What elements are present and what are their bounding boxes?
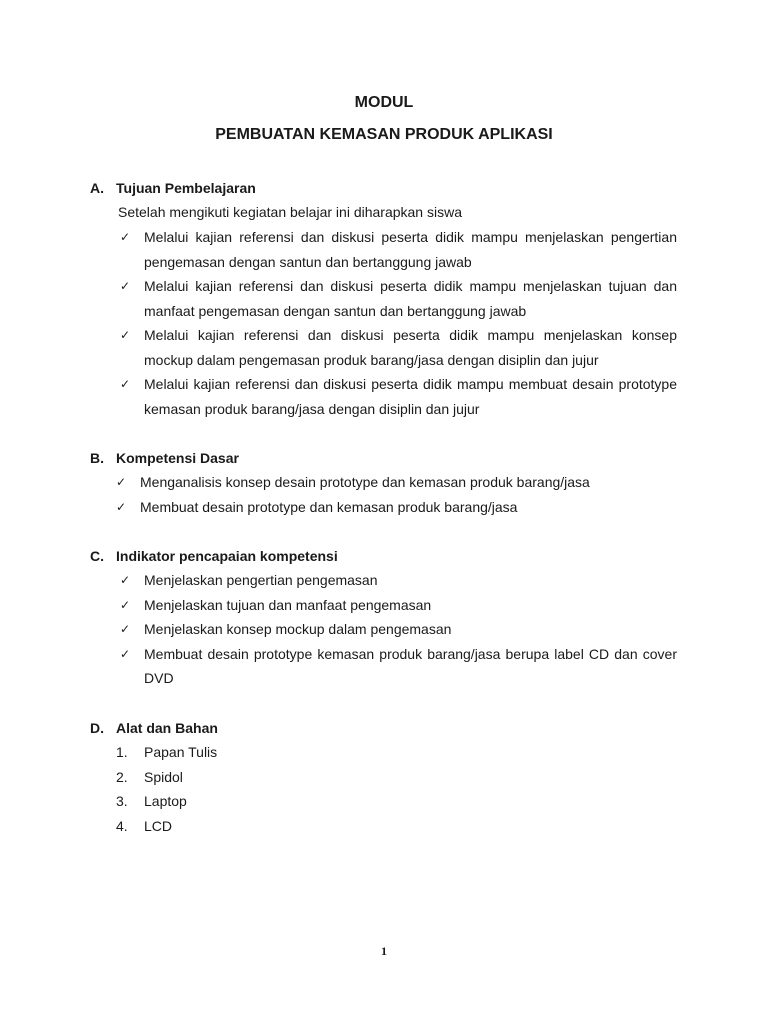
section-c-list xyxy=(120,568,677,691)
check-mark-icon: ✓ xyxy=(120,622,131,636)
list-item: ✓ Melalui kajian referensi dan diskusi peserta didik mampu menjelaskan tujuan dan manfaat pengemasan dengan santun dan bertanggung jawab xyxy=(144,274,677,323)
check-mark-icon: ✓ xyxy=(116,475,127,489)
list-item: 4. LCD xyxy=(144,814,217,839)
list-item: ✓ Menjelaskan tujuan dan manfaat pengemasan xyxy=(144,593,677,618)
section-c-letter: C. xyxy=(90,548,104,564)
section-a-heading xyxy=(90,180,256,196)
check-mark-icon: ✓ xyxy=(120,646,131,661)
list-item: 2. Spidol xyxy=(144,765,217,790)
list-item: ✓ Melalui kajian referensi dan diskusi peserta didik mampu membuat desain prototype kemasan produk barang/jasa dengan disiplin dan jujur xyxy=(144,372,677,421)
list-number: 1. xyxy=(116,744,128,760)
section-d-letter: D. xyxy=(90,720,104,736)
section-c-heading xyxy=(90,548,338,564)
check-mark-icon: ✓ xyxy=(120,328,131,342)
list-item: ✓ Melalui kajian referensi dan diskusi peserta didik mampu menjelaskan pengertian pengemasan dengan santun dan bertanggung jawab xyxy=(144,225,677,274)
section-a-intro: Setelah mengikuti kegiatan belajar ini diharapkan siswa xyxy=(118,204,462,220)
list-number: 2. xyxy=(116,768,128,785)
list-item: ✓ Melalui kajian referensi dan diskusi peserta didik mampu menjelaskan konsep mockup dalam pengemasan produk barang/jasa dengan disiplin dan jujur xyxy=(144,323,677,372)
document-subtitle: PEMBUATAN KEMASAN PRODUK APLIKASI xyxy=(215,126,553,143)
list-item: ✓ Menjelaskan konsep mockup dalam pengemasan xyxy=(144,617,677,642)
document-title: MODUL xyxy=(354,94,414,111)
check-mark-icon: ✓ xyxy=(120,279,131,293)
list-item: ✓ Menjelaskan pengertian pengemasan xyxy=(144,568,677,593)
section-a-title: Tujuan Pembelajaran xyxy=(116,180,256,196)
section-b-heading xyxy=(90,450,239,466)
list-item: 1. Papan Tulis xyxy=(144,740,217,765)
page-number: 1 xyxy=(381,944,387,958)
check-mark-icon: ✓ xyxy=(120,377,131,391)
list-item: ✓ Menganalisis konsep desain prototype dan kemasan produk barang/jasa xyxy=(140,470,680,495)
section-d-heading xyxy=(90,720,218,736)
list-item: ✓ Membuat desain prototype dan kemasan produk barang/jasa xyxy=(140,495,680,520)
section-b-title: Kompetensi Dasar xyxy=(116,450,239,466)
section-a-letter: A. xyxy=(90,180,104,196)
check-mark-icon: ✓ xyxy=(116,499,127,514)
check-mark-icon: ✓ xyxy=(120,573,131,587)
list-number: 4. xyxy=(116,817,128,834)
list-number: 3. xyxy=(116,793,128,809)
section-b-letter: B. xyxy=(90,450,104,466)
section-c-title: Indikator pencapaian kompetensi xyxy=(116,548,338,564)
check-mark-icon: ✓ xyxy=(120,230,131,244)
section-b-list xyxy=(116,470,680,519)
section-d-title: Alat dan Bahan xyxy=(116,720,218,736)
check-mark-icon: ✓ xyxy=(120,597,131,612)
list-item: 3. Laptop xyxy=(144,789,217,814)
section-a-list xyxy=(120,225,677,421)
section-d-list xyxy=(116,740,218,838)
list-item: ✓ Membuat desain prototype kemasan produk barang/jasa berupa label CD dan cover DVD xyxy=(144,642,677,691)
